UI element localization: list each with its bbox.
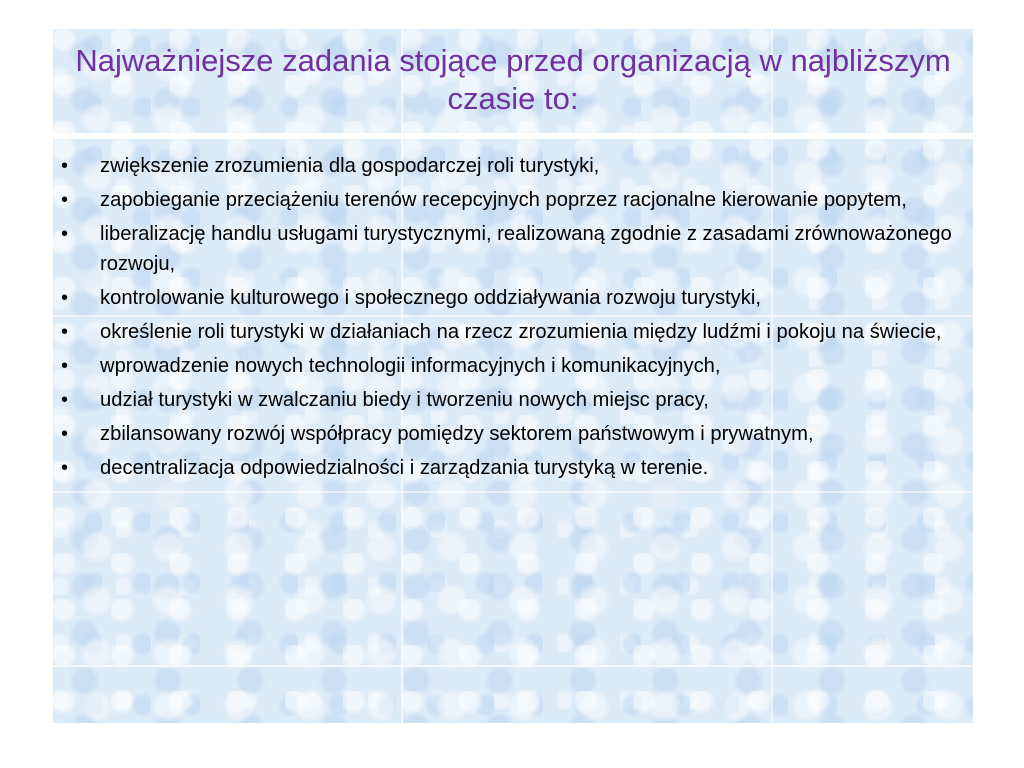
bullet-icon: • (61, 321, 69, 343)
list-item (53, 151, 953, 181)
slide-title: Najważniejsze zadania stojące przed organizacją w najbliższym czasie to: (75, 43, 951, 116)
list-item (53, 283, 953, 313)
title-box (53, 29, 973, 133)
bullet-icon: • (61, 223, 69, 245)
content-box (53, 139, 973, 723)
bullet-icon: • (61, 457, 69, 479)
list-item-text: zapobieganie przeciążeniu terenów recepcyjnych poprzez racjonalne kierowanie popytem, (100, 189, 907, 211)
bullet-icon: • (61, 423, 69, 445)
list-item-text: udział turystyki w zwalczaniu biedy i tworzeniu nowych miejsc pracy, (100, 389, 709, 411)
list-item (53, 419, 953, 449)
texture-seam (53, 491, 973, 493)
list-item-text: liberalizację handlu usługami turystycznymi, realizowaną zgodnie z zasadami zrównoważonego rozwoju, (100, 223, 952, 275)
texture-seam (53, 665, 973, 667)
list-item-text: określenie roli turystyki w działaniach na rzecz zrozumienia między ludźmi i pokoju na świecie, (100, 321, 942, 343)
list-item (53, 317, 953, 347)
list-item-text: decentralizacja odpowiedzialności i zarządzania turystyką w terenie. (100, 457, 709, 479)
bullet-icon: • (61, 189, 69, 211)
bullet-icon: • (61, 389, 69, 411)
list-item-text: zwiększenie zrozumienia dla gospodarczej roli turystyki, (100, 155, 600, 177)
bullet-list (53, 151, 953, 487)
list-item-text: zbilansowany rozwój współpracy pomiędzy sektorem państwowym i prywatnym, (100, 423, 814, 445)
list-item (53, 185, 953, 215)
list-item (53, 385, 953, 415)
list-item-text: wprowadzenie nowych technologii informacyjnych i komunikacyjnych, (100, 355, 721, 377)
list-item (53, 351, 953, 381)
bullet-icon: • (61, 287, 69, 309)
bullet-icon: • (61, 355, 69, 377)
list-item (53, 453, 953, 483)
list-item (53, 219, 953, 279)
list-item-text: kontrolowanie kulturowego i społecznego oddziaływania rozwoju turystyki, (100, 287, 761, 309)
bullet-icon: • (61, 155, 69, 177)
